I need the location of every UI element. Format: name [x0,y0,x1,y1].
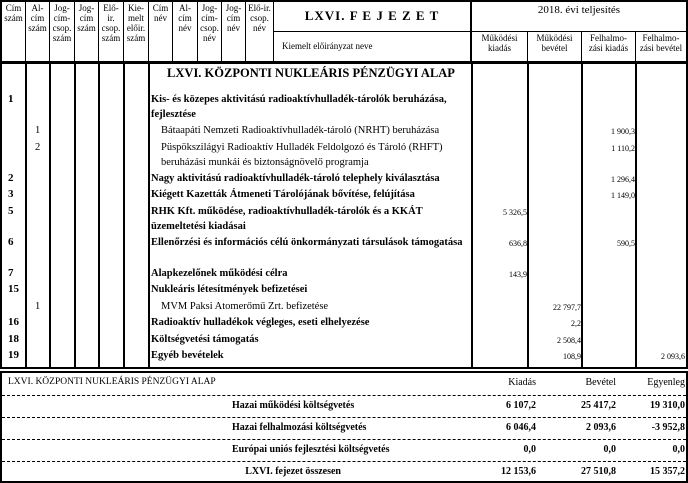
value-cell: 590,5 [617,238,635,248]
summary-value: 0,0 [523,444,536,455]
summary-value: 27 510,8 [581,466,616,477]
table-row [0,332,688,349]
summary-value: 19 310,0 [650,400,685,411]
summary-value: 12 153,6 [501,466,536,477]
item-name: Alapkezelőnek működési célra [151,267,288,279]
item-name: Költségvetési támogatás [151,333,259,345]
summary-col-bevetel: Bevétel [585,377,616,388]
header-alcim-szam: Al-cím szám [26,2,50,62]
summary-label: Hazai működési költségvetés [232,400,355,411]
section-title-row [0,64,688,92]
item-name: Kis- és közepes aktivitású radioaktívhulladék-tárolók beruházása, fejlesztése [151,94,447,120]
cim-number: 3 [8,188,14,200]
table-row [0,348,688,365]
header-mukodesi-kiadas: Működési kiadás [472,32,528,62]
summary-divider [2,461,686,462]
summary-value: 0,0 [672,444,685,455]
cim-number: 19 [8,349,19,361]
summary-value: 15 357,2 [650,466,685,477]
summary-label: Európai uniós fejlesztési költségvetés [232,444,390,455]
summary-divider [2,417,686,418]
cim-number: 15 [8,283,19,295]
cim-number: 6 [8,235,14,248]
header-felhalmozasi-kiadas: Felhalmo-zási kiadás [582,32,636,62]
table-row [0,315,688,332]
table-body [0,64,688,365]
item-name: Püspökszilágyi Radioaktív Hulladék Feldolgozó és Tároló (RHFT) beruházási munkái és biztonságnövelő programja [161,141,443,168]
header-cim-szam: Cím szám [2,2,26,62]
header-felhalmozasi-bevetel: Felhalmo-zási bevétel [636,32,686,62]
table-row [0,140,688,171]
summary-value: 6 107,2 [506,400,536,411]
value-cell: 2 508,4 [557,335,581,345]
alcim-number: 1 [35,125,41,136]
header-mukodesi-bevetel: Működési bevétel [528,32,582,62]
header-jogcimcsop-szam: Jog-cím-csop. szám [50,2,75,62]
value-cell: 143,9 [509,269,527,279]
summary-col-kiadas: Kiadás [508,377,536,388]
cim-number: 7 [8,266,14,279]
alcim-number: 2 [35,141,41,153]
cim-number: 5 [8,204,14,217]
cim-number: 18 [8,332,19,345]
value-cell: 2,2 [571,319,581,328]
item-name: Ellenőrzési és információs célú önkormányzati társulások támogatása [151,236,463,248]
header-cim-nev: Cím név [149,2,173,62]
item-name: Egyéb bevételek [151,350,224,361]
table-row [0,299,688,316]
cim-number: 2 [8,171,14,184]
item-name: Kiégett Kazetták Átmeneti Tárolójának bővítése, felújítása [151,189,415,200]
table-row [0,92,688,123]
item-name: Radioaktív hulladékok végleges, eseti elhelyezése [151,317,370,328]
summary-col-egyenleg: Egyenleg [647,377,685,388]
value-cell: 636,8 [509,238,527,248]
value-cell: 1 296,4 [611,174,635,184]
table-row [0,204,688,235]
summary-value: 2 093,6 [586,422,616,433]
value-cell: 1 110,2 [611,143,635,153]
section-title: LXVI. KÖZPONTI NUKLEÁRIS PÉNZÜGYI ALAP [167,66,455,80]
header-eloir-csop-nev: Elő-ir. csop. név [246,2,274,62]
table-row [0,266,688,283]
alcim-number: 1 [35,300,41,312]
value-cell: 1 149,0 [611,191,635,200]
summary-value: 0,0 [603,444,616,455]
summary-value: 25 417,2 [581,400,616,411]
header-name-col: Kiemelt előirányzat neve [274,32,472,62]
item-name: Bátaapáti Nemzeti Radioaktívhulladék-tároló (NRHT) beruházása [161,125,440,136]
chapter-title: LXVI. F E J E Z E T [274,2,472,32]
cim-number: 1 [8,93,14,105]
summary-value: 6 046,4 [506,422,536,433]
header-alcim-nev: Al-cím név [173,2,198,62]
header-jogcim-nev: Jog-cím név [222,2,246,62]
header-period: 2018. évi teljesítés [472,2,686,32]
header-eloir-csop-szam: Elő-ir. csop. szám [99,2,124,62]
header-jogcim-szam: Jog-cím szám [75,2,99,62]
item-name: Nukleáris létesítmények befizetései [151,284,308,295]
summary-table [0,371,688,483]
value-cell: 1 900,3 [611,127,635,136]
summary-title: LXVI. KÖZPONTI NUKLEÁRIS PÉNZÜGYI ALAP [8,377,216,387]
header-jogcimcsop-nev: Jog-cím-csop. név [198,2,222,62]
cim-number: 16 [8,316,19,328]
summary-label: Hazai felhalmozási költségvetés [232,422,367,433]
value-cell: 5 326,5 [503,207,527,217]
item-name: MVM Paksi Atomerőmű Zrt. befizetése [161,300,329,312]
table-row [0,171,688,188]
value-cell: 108,9 [563,352,581,361]
summary-divider [2,439,686,440]
item-name: Nagy aktivitású radioaktívhulladék-tároló telephely kiválasztása [151,172,440,184]
summary-label: LXVI. fejezet összesen [245,466,341,477]
value-cell: 22 797,7 [553,302,581,312]
table-row [0,282,688,299]
table-row [0,187,688,204]
item-name: RHK Kft. működése, radioaktívhulladék-tárolók és a KKÁT üzemeltetési kiadásai [151,205,423,232]
header-kiemelt-eloir-szam: Kie-melt előir. szám [124,2,149,62]
summary-header [2,377,686,391]
summary-value: -3 952,8 [651,422,685,433]
summary-divider [2,395,686,396]
table-row [0,235,688,266]
table-row [0,123,688,140]
value-cell: 2 093,6 [661,352,685,361]
